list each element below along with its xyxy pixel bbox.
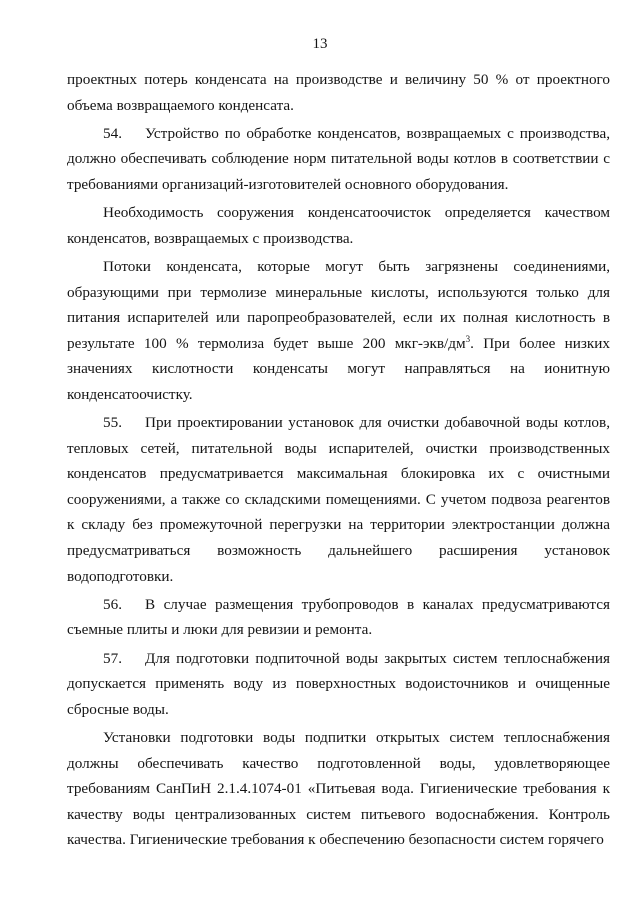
paragraph-text: Необходимость сооружения конденсатоочисток определяется качеством конденсатов, возвращаемых с производства. — [67, 204, 610, 247]
paragraph-number: 55. — [103, 414, 122, 432]
paragraph-text: Потоки конденсата, которые могут быть загрязнены соединениями, образующими при термолизе минеральные кислоты, используются только для питания испарителей или паропреобразователей, если их полная кислотность в результате 100 % термолиза будет выше 200 мкг-экв/дм — [67, 257, 610, 352]
paragraph-text: . При более низких значениях кислотности конденсаты могут направляться на ионитную конденсатоочистку. — [67, 334, 610, 403]
paragraph-56 — [67, 592, 610, 643]
superscript-cubed: 3 — [465, 333, 471, 344]
paragraph-text: Устройство по обработке конденсатов, возвращаемых с производства, должно обеспечивать соблюдение норм питательной воды котлов в соответствии с требованиями организаций-изготовителей основного оборудования. — [67, 124, 610, 193]
paragraph-number: 54. — [103, 124, 122, 142]
paragraph-text: Установки подготовки воды подпитки открытых систем теплоснабжения должны обеспечивать качество подготовленной воды, удовлетворяющее требованиям СанПиН 2.1.4.1074-01 «Питьевая вода. Гигиенические требования к качеству воды централизованных систем питьевого водоснабжения. Контроль качества. Гигиенические требования к обеспечению безопасности систем горячего — [67, 729, 610, 849]
document-body — [67, 67, 610, 856]
paragraph-text: При проектировании установок для очистки добавочной воды котлов, тепловых сетей, питательной воды испарителей, очистки производственных конденсатов предусматривается максимальная блокировка их с очистными сооружениями, а также со складскими помещениями. С учетом подвоза реагентов к складу без промежуточной перегрузки на территории электростанции должна предусматриваться возможность дальнейшего расширения установок водоподготовки. — [67, 414, 610, 585]
paragraph-text: В случае размещения трубопроводов в каналах предусматриваются съемные плиты и люки для ревизии и ремонта. — [67, 595, 610, 639]
paragraph-number: 56. — [103, 595, 122, 613]
paragraph-condensate-flows — [67, 254, 610, 408]
paragraph-57 — [67, 646, 610, 723]
paragraph-55 — [67, 410, 610, 589]
paragraph-condensate-cleaning — [67, 200, 610, 251]
paragraph-open-systems — [67, 725, 610, 853]
paragraph-text: проектных потерь конденсата на производстве и величину 50 % от проектного объема возвращаемого конденсата. — [67, 71, 610, 114]
paragraph-text: Для подготовки подпиточной воды закрытых систем теплоснабжения допускается применять воду из поверхностных водоисточников и очищенные сбросные воды. — [67, 649, 610, 718]
paragraph-54 — [67, 121, 610, 198]
paragraph-continuation — [67, 67, 610, 118]
paragraph-number: 57. — [103, 649, 122, 667]
page-number: 13 — [312, 36, 328, 52]
